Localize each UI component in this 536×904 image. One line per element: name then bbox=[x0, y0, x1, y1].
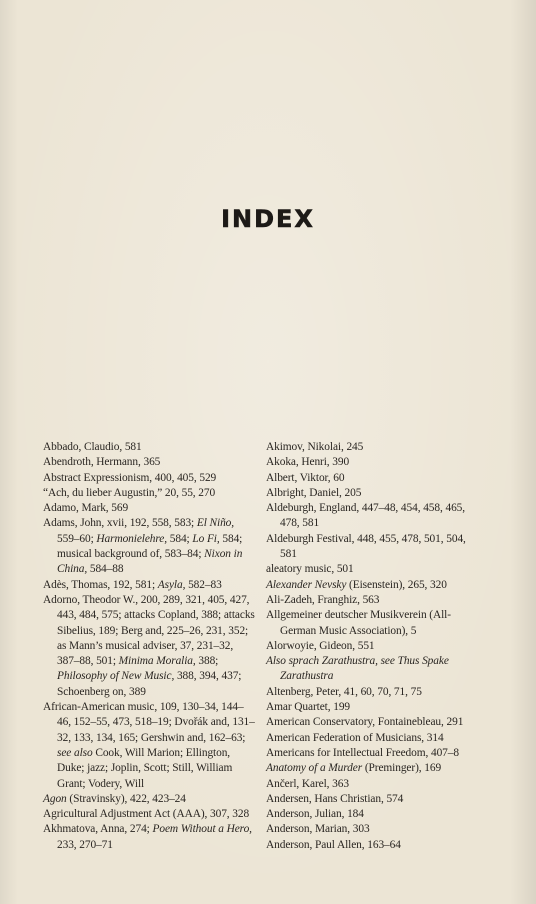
index-entry-text: Anderson, Marian, 303 bbox=[266, 823, 370, 836]
index-entry bbox=[266, 792, 478, 807]
index-entry-text: (Stravinsky), 422, 423–24 bbox=[66, 792, 186, 805]
index-entry bbox=[266, 807, 478, 822]
index-entry bbox=[266, 700, 478, 715]
index-entry-text: Adamo, Mark, 569 bbox=[43, 502, 129, 515]
index-entry-text: (Preminger), 169 bbox=[362, 762, 442, 775]
index-entry bbox=[266, 715, 478, 730]
index-entry bbox=[43, 486, 255, 501]
index-entry-text: Akimov, Nikolai, 245 bbox=[266, 441, 364, 453]
index-entry bbox=[266, 532, 478, 563]
index-entry-text: Ali-Zadeh, Franghiz, 563 bbox=[266, 593, 380, 606]
index-entry-italic-text: see also bbox=[57, 746, 93, 759]
index-entry-italic-text: Poem Without a Hero, bbox=[152, 823, 252, 836]
index-entry bbox=[266, 578, 478, 593]
index-entry bbox=[43, 440, 255, 455]
index-column-left bbox=[43, 440, 255, 853]
index-entry-text: 582–83 bbox=[185, 578, 222, 591]
index-entry-text: Aldeburgh Festival, 448, 455, 478, 501, 504, 581 bbox=[266, 532, 466, 561]
index-entry-text: Alorwoyie, Gideon, 551 bbox=[266, 639, 375, 652]
index-entry-italic-text: Agon bbox=[43, 792, 67, 805]
index-column-right bbox=[266, 440, 478, 853]
index-entry-text: 584; bbox=[167, 532, 193, 545]
index-entry-italic-text: Nixon in China, bbox=[57, 548, 243, 576]
index-entry-text: American Conservatory, Fontainebleau, 291 bbox=[266, 716, 464, 729]
index-entry bbox=[266, 761, 478, 776]
index-entry bbox=[266, 440, 478, 455]
index-entry-italic-text: Lo Fi, bbox=[192, 532, 220, 545]
index-entry bbox=[266, 471, 478, 486]
index-entry bbox=[43, 455, 255, 470]
index-entry-italic-text: Minima Moralia, bbox=[118, 655, 196, 668]
index-entry-italic-text: Philosophy of New Music, bbox=[57, 670, 175, 683]
index-entry-text: 584–88 bbox=[87, 563, 124, 576]
index-entry bbox=[266, 639, 478, 654]
index-entry-text: Anderson, Julian, 184 bbox=[266, 808, 364, 821]
index-entry bbox=[266, 731, 478, 746]
index-entry-text: Albert, Viktor, 60 bbox=[266, 471, 345, 484]
index-entry-text: Akhmatova, Anna, 274; bbox=[43, 823, 153, 836]
index-entry-text: Adams, John, xvii, 192, 558, 583; bbox=[43, 517, 197, 530]
index-entry-text: Adès, Thomas, 192, 581; bbox=[43, 578, 158, 591]
index-entry-text: 388; bbox=[195, 655, 219, 668]
index-entry-text: Ančerl, Karel, 363 bbox=[266, 777, 349, 790]
index-entry bbox=[266, 777, 478, 792]
index-entry bbox=[266, 593, 478, 608]
index-entry bbox=[266, 455, 478, 470]
index-entry-text: (Eisenstein), 265, 320 bbox=[346, 578, 447, 591]
index-entry-text: 559–60; bbox=[57, 532, 97, 545]
index-entry bbox=[43, 822, 255, 853]
index-entry bbox=[266, 562, 478, 577]
index-entry bbox=[43, 516, 255, 577]
index-entry-text: Amar Quartet, 199 bbox=[266, 701, 351, 714]
index-entry-text: Adorno, Theodor W., 200, 289, 321, 405, 427, 443, 484, 575; attacks Copland, 388; attacks Sibelius, 189; Berg and, 225–26, 231, 352; as Mann’s musical adviser, 37, 231–32, 387–88, 501; bbox=[43, 593, 255, 668]
index-entry-text: Anderson, Paul Allen, 163–64 bbox=[266, 838, 401, 851]
index-entry bbox=[266, 838, 478, 853]
index-entry bbox=[43, 578, 255, 593]
index-entry bbox=[43, 501, 255, 516]
page-title: INDEX bbox=[221, 205, 315, 233]
index-entry bbox=[266, 685, 478, 700]
index-entry-text: American Federation of Musicians, 314 bbox=[266, 731, 444, 744]
index-entry bbox=[266, 746, 478, 761]
index-entry-text: aleatory music, 501 bbox=[266, 563, 354, 576]
index-entry-text: Allgemeiner deutscher Musikverein (All-German Music Association), 5 bbox=[266, 609, 451, 637]
index-entry-text: “Ach, du lieber Augustin,” 20, 55, 270 bbox=[43, 486, 216, 499]
index-entry-text: Agricultural Adjustment Act (AAA), 307, 328 bbox=[43, 808, 250, 821]
index-entry bbox=[43, 471, 255, 486]
index-entry-text: Abstract Expressionism, 400, 405, 529 bbox=[43, 471, 217, 484]
index-entry-text: Altenberg, Peter, 41, 60, 70, 71, 75 bbox=[266, 685, 422, 698]
index-entry bbox=[266, 608, 478, 639]
index-entry-text: Abendroth, Hermann, 365 bbox=[43, 456, 161, 469]
index-entry bbox=[43, 792, 255, 807]
index-entry-text: African-American music, 109, 130–34, 144–46, 152–55, 473, 518–19; Dvořák and, 131–32, 133, 134, 165; Gershwin and, 162–63; bbox=[43, 701, 255, 744]
index-entry bbox=[43, 807, 255, 822]
index-entry bbox=[266, 654, 478, 685]
index-entry-text: Aldeburgh, England, 447–48, 454, 458, 465, 478, 581 bbox=[266, 502, 466, 530]
index-entry-italic-text: Asyla, bbox=[157, 578, 186, 591]
index-entry-italic-text: Anatomy of a Murder bbox=[266, 762, 363, 775]
index-entry bbox=[266, 822, 478, 837]
index-entry-text: 388, 394, 437; Schoenberg on, 389 bbox=[57, 670, 242, 698]
index-entry-italic-text: Alexander Nevsky bbox=[266, 578, 347, 591]
index-entry-text: Andersen, Hans Christian, 574 bbox=[266, 792, 404, 805]
index-entry bbox=[266, 501, 478, 532]
index-entry-italic-text: Harmonielehre, bbox=[96, 532, 168, 545]
index-entry-text: 233, 270–71 bbox=[57, 838, 113, 851]
index-entry-text: Cook, Will Marion; Ellington, Duke; jazz; Joplin, Scott; Still, William Grant; Vodery, Will bbox=[57, 746, 233, 790]
index-entry bbox=[43, 700, 255, 792]
index-entry-italic-text: El Niño, bbox=[196, 517, 235, 530]
index-entry bbox=[266, 486, 478, 501]
index-entry-text: Americans for Intellectual Freedom, 407–8 bbox=[266, 746, 459, 759]
index-entry-text: 584; musical background of, 583–84; bbox=[57, 532, 243, 561]
index-entry-text: Abbado, Claudio, 581 bbox=[43, 441, 142, 453]
index-entry-text: Albright, Daniel, 205 bbox=[266, 486, 362, 499]
index-entry-text: Akoka, Henri, 390 bbox=[266, 456, 350, 469]
index-entry-italic-text: Also sprach Zarathustra, see Thus Spake Zarathustra bbox=[266, 655, 449, 683]
index-entry bbox=[43, 593, 255, 700]
